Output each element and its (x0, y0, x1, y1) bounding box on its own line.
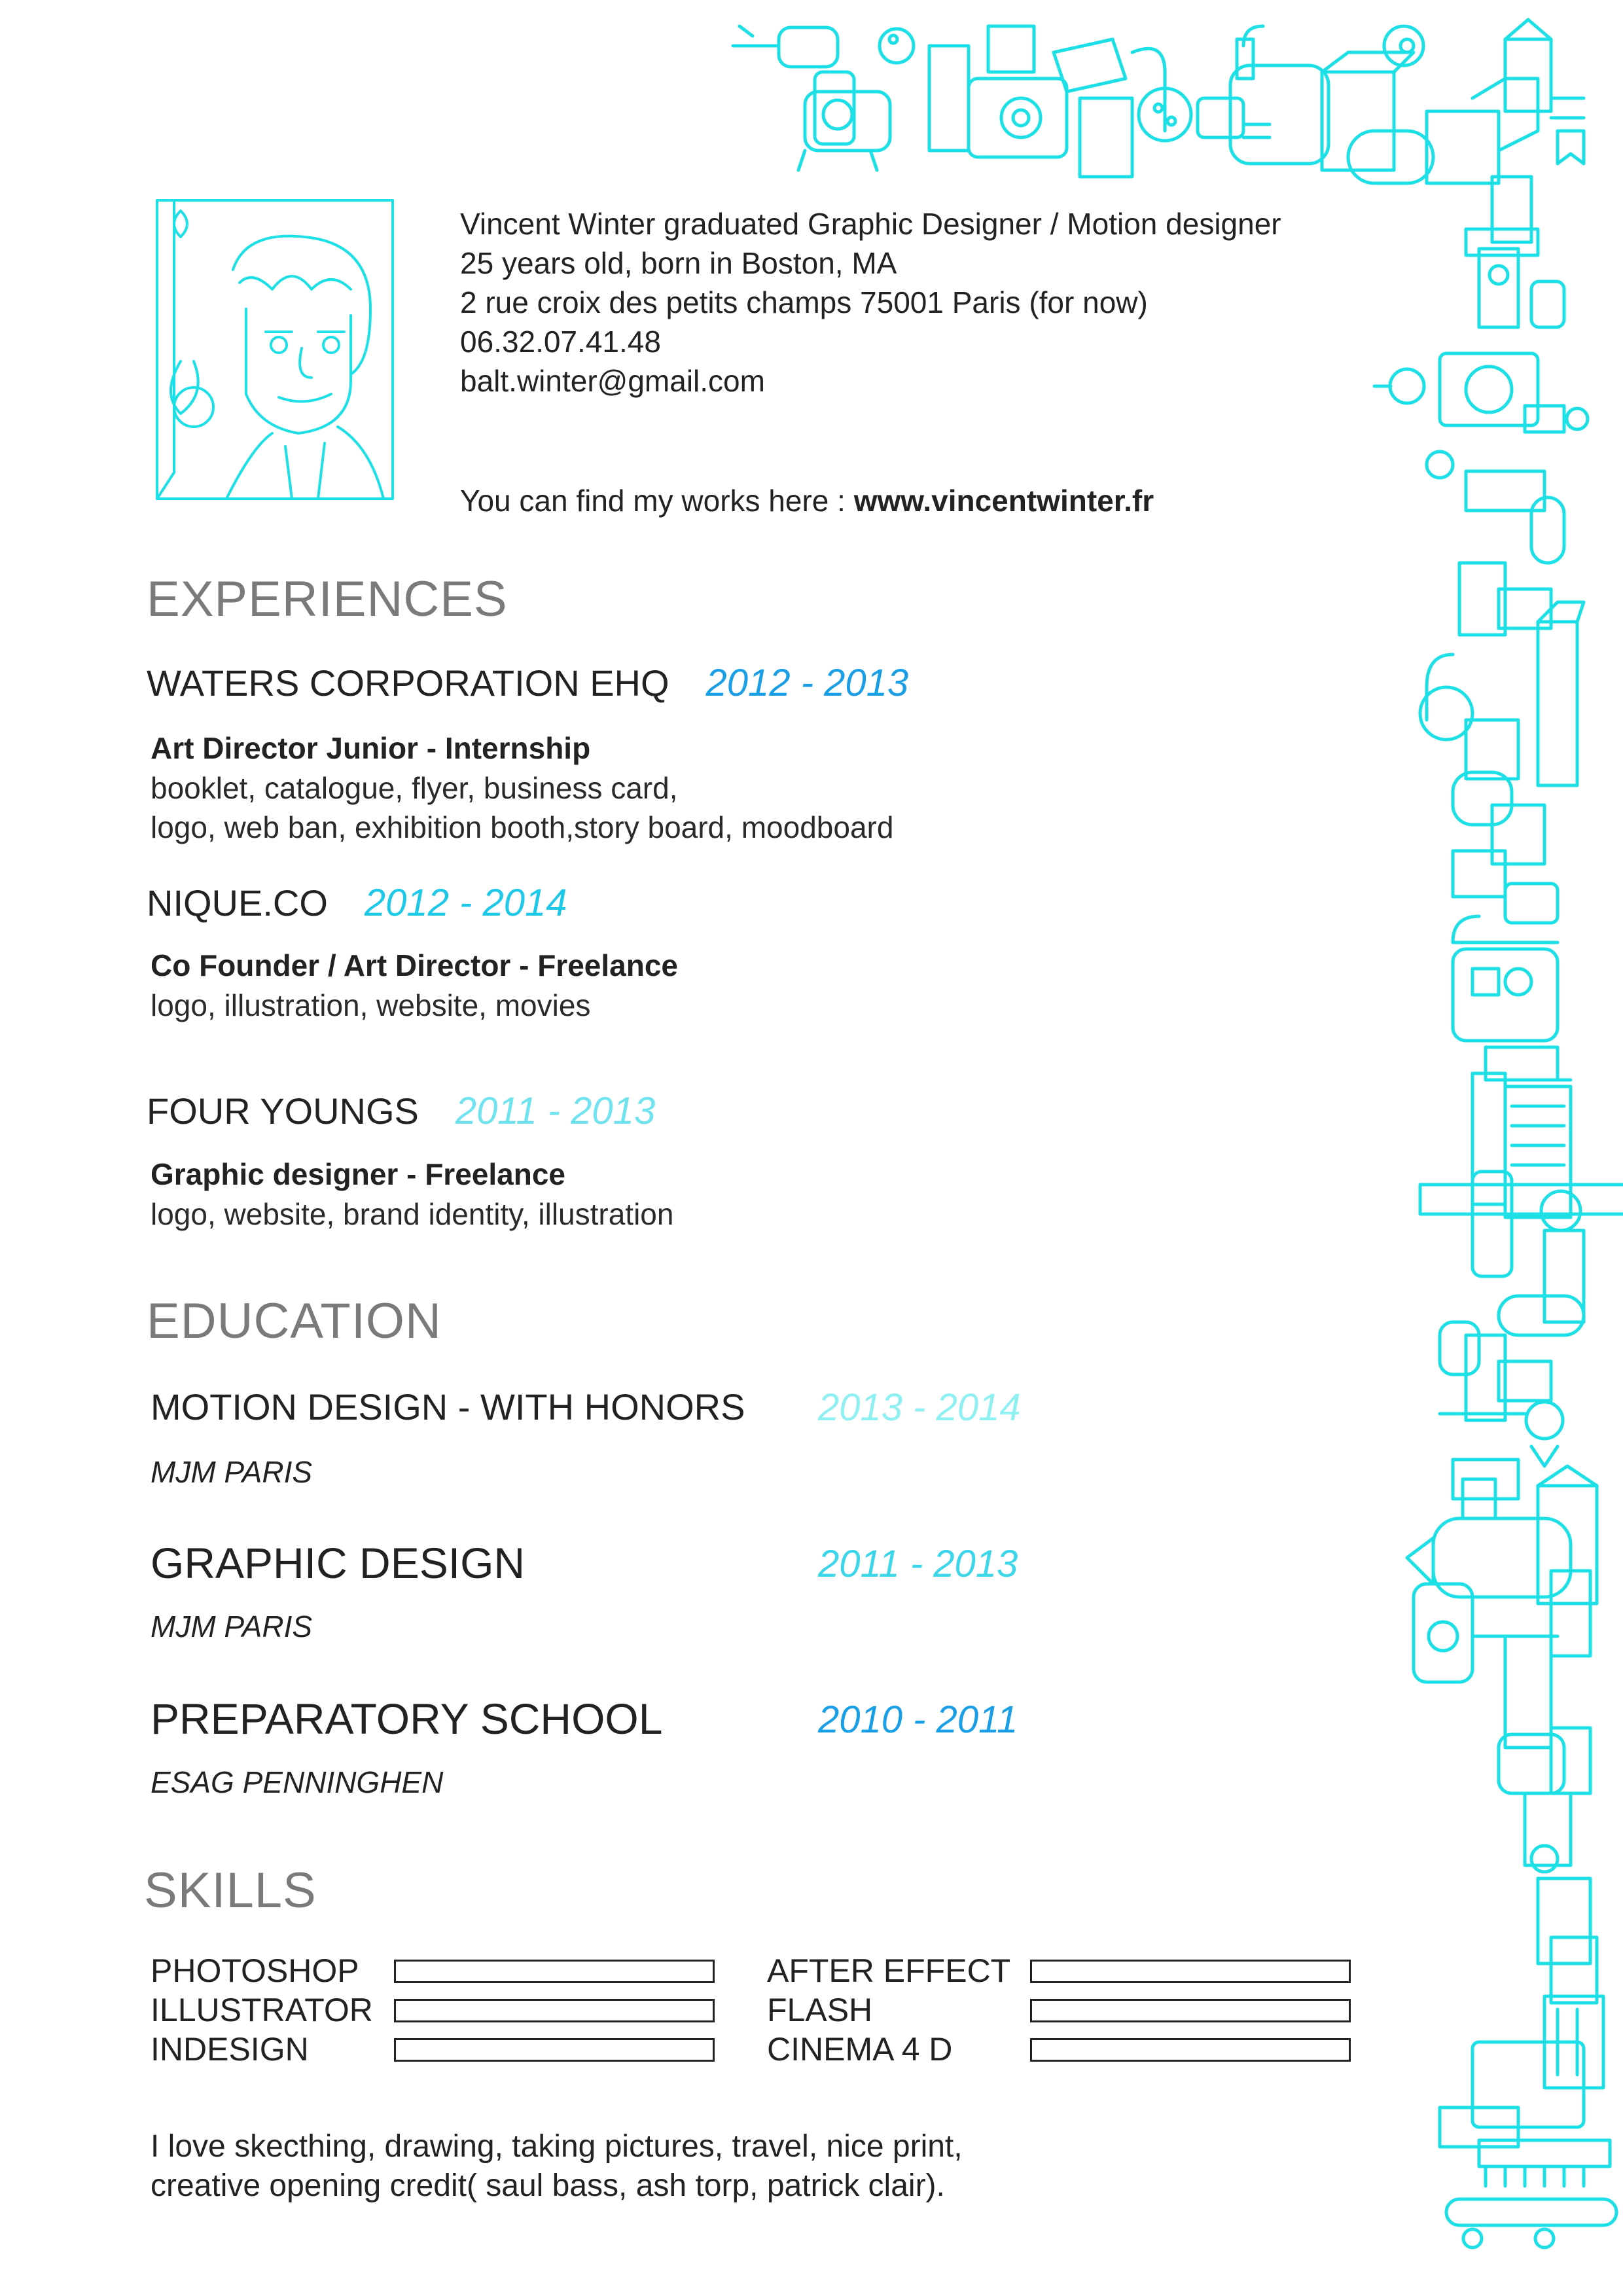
description-line: logo, web ban, exhibition booth,story board, moodboard (151, 810, 894, 844)
description-line: logo, website, brand identity, illustration (151, 1197, 674, 1231)
company-name: FOUR YOUNGS (147, 1090, 419, 1132)
skill-level-bar (1030, 1960, 1351, 1983)
experience-company (147, 1089, 655, 1133)
skill-level-bar (394, 2038, 715, 2062)
education-period: 2013 - 2014 (818, 1386, 1021, 1429)
contact-address: 2 rue croix des petits champs 75001 Paris (for now) (460, 285, 1148, 319)
skill-name: CINEMA 4 D (767, 2031, 953, 2068)
education-period: 2011 - 2013 (818, 1543, 1018, 1585)
education-school: MJM PARIS (151, 1609, 313, 1643)
experience-description (151, 986, 590, 1025)
experience-description (151, 768, 893, 847)
experience-role: Art Director Junior - Internship (151, 731, 591, 765)
experience-role: Graphic designer - Freelance (151, 1157, 566, 1191)
skill-level-bar (394, 1999, 715, 2022)
education-period: 2010 - 2011 (818, 1698, 1018, 1741)
skill-name: INDESIGN (151, 2031, 309, 2068)
skill-name: AFTER EFFECT (767, 1952, 1011, 1989)
experience-role: Co Founder / Art Director - Freelance (151, 948, 678, 982)
skills-heading: SKILLS (144, 1863, 317, 1918)
contact-email[interactable]: balt.winter@gmail.com (460, 364, 765, 398)
description-line: booklet, catalogue, flyer, business card, (151, 771, 678, 805)
hobbies-line: creative opening credit( saul bass, ash torp, patrick clair). (151, 2168, 945, 2203)
education-degree: PREPARATORY SCHOOL (151, 1695, 663, 1743)
skill-level-bar (1030, 2038, 1351, 2062)
works-line (460, 481, 1154, 520)
hobbies-text (151, 2127, 963, 2206)
experience-period: 2012 - 2014 (364, 882, 567, 924)
company-name: WATERS CORPORATION EHQ (147, 662, 669, 704)
contact-age: 25 years old, born in Boston, MA (460, 246, 897, 280)
self-portrait-illustration (154, 198, 395, 501)
experience-company (147, 881, 567, 925)
experience-company (147, 661, 908, 705)
contact-intro: Vincent Winter graduated Graphic Designer / Motion designer (460, 207, 1281, 241)
education-degree: GRAPHIC DESIGN (151, 1539, 526, 1587)
portfolio-link[interactable]: www.vincentwinter.fr (853, 484, 1154, 518)
education-school: MJM PARIS (151, 1455, 313, 1489)
experiences-heading: EXPERIENCES (147, 571, 508, 627)
skill-level-bar (394, 1960, 715, 1983)
experience-description (151, 1194, 673, 1234)
education-degree: MOTION DESIGN - WITH HONORS (151, 1386, 745, 1427)
experience-period: 2012 - 2013 (705, 662, 909, 704)
hobbies-line: I love skecthing, drawing, taking pictures, travel, nice print, (151, 2129, 963, 2164)
company-name: NIQUE.CO (147, 882, 328, 924)
contact-phone: 06.32.07.41.48 (460, 325, 661, 359)
skill-name: PHOTOSHOP (151, 1952, 359, 1989)
skill-name: ILLUSTRATOR (151, 1992, 373, 2028)
works-label: You can find my works here : (460, 484, 854, 518)
skill-name: FLASH (767, 1992, 873, 2028)
skill-level-bar (1030, 1999, 1351, 2022)
experience-period: 2011 - 2013 (455, 1090, 656, 1132)
education-school: ESAG PENNINGHEN (151, 1765, 444, 1799)
description-line: logo, illustration, website, movies (151, 988, 591, 1022)
education-heading: EDUCATION (147, 1293, 442, 1349)
